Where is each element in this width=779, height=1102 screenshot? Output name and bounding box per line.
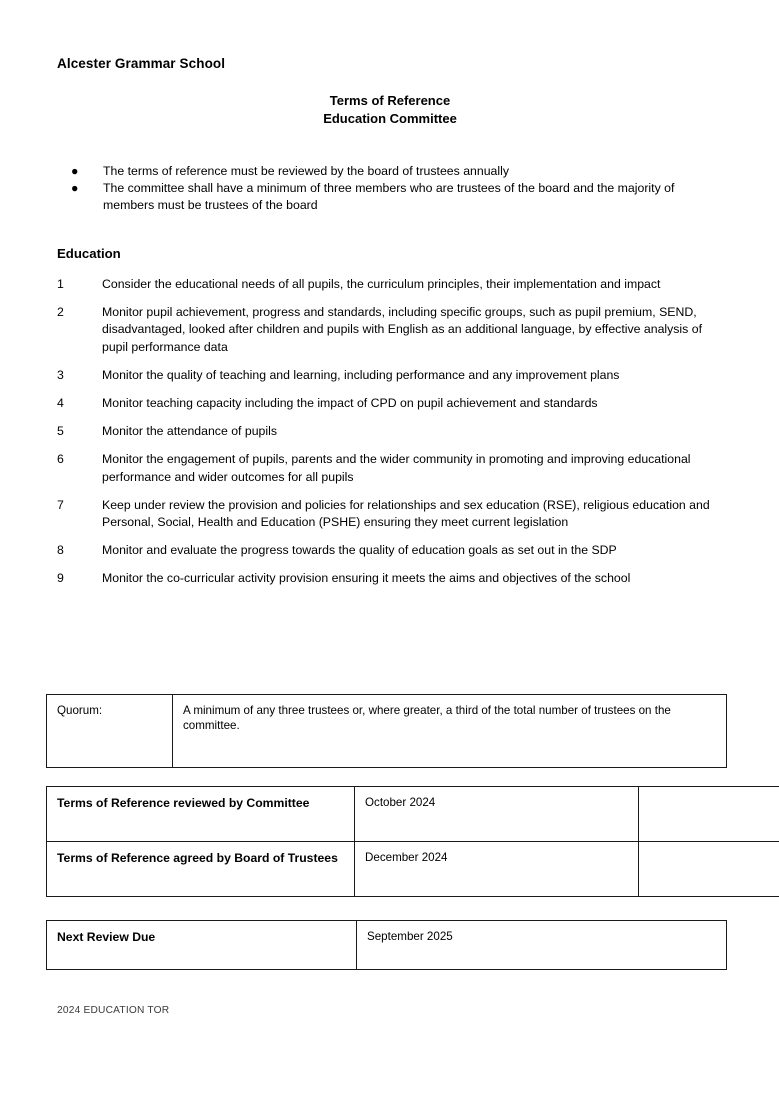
review-row-label: Terms of Reference agreed by Board of Trustees — [47, 842, 355, 897]
table-row — [47, 695, 727, 768]
list-item-text: Monitor pupil achievement, progress and standards, including specific groups, such as pupil premium, SEND, disadvantaged, looked after children and pupils with English as an additional language, by effective analysis of pupil performance data — [102, 305, 702, 354]
intro-bullet-list — [57, 163, 727, 213]
review-row-label: Terms of Reference reviewed by Committee — [47, 787, 355, 842]
list-item — [57, 163, 727, 180]
list-item — [57, 395, 729, 412]
list-item — [57, 423, 729, 440]
list-item-text: Monitor the co-curricular activity provision ensuring it meets the aims and objectives of the school — [102, 571, 631, 586]
list-item-number: 9 — [57, 571, 64, 586]
list-item-number: 8 — [57, 543, 64, 558]
next-review-value: September 2025 — [357, 921, 727, 970]
list-item — [57, 180, 727, 214]
list-item — [57, 570, 729, 587]
list-item-text: Monitor the attendance of pupils — [102, 424, 278, 439]
list-item — [57, 304, 729, 356]
list-item-number: 2 — [57, 305, 64, 320]
review-row-extra — [639, 842, 779, 897]
review-row-date: December 2024 — [355, 842, 639, 897]
list-item-number: 4 — [57, 396, 64, 411]
list-item-number: 7 — [57, 497, 64, 512]
list-item-text: Monitor the engagement of pupils, parents and the wider community in promoting and improving educational performance and wider outcomes for all pupils — [102, 452, 691, 484]
list-item — [57, 542, 729, 559]
list-item — [57, 497, 729, 531]
list-item-text: Monitor and evaluate the progress towards the quality of education goals as set out in the SDP — [102, 543, 617, 558]
next-review-label: Next Review Due — [47, 921, 357, 970]
document-footer: 2024 EDUCATION TOR — [57, 1005, 170, 1016]
quorum-label-cell: Quorum: — [47, 695, 173, 768]
list-item — [57, 367, 729, 384]
section-heading-education: Education — [57, 246, 121, 261]
list-item-number: 1 — [57, 277, 64, 291]
education-numbered-list — [57, 276, 729, 599]
quorum-table — [46, 694, 727, 768]
school-name: Alcester Grammar School — [57, 56, 226, 71]
page-title — [234, 92, 546, 128]
list-item-text: The committee shall have a minimum of three members who are trustees of the board and the majority of members must be trustees of the board — [103, 180, 675, 212]
table-row — [47, 787, 779, 842]
review-row-date: October 2024 — [355, 787, 639, 842]
table-row — [47, 921, 727, 970]
list-item-number: 5 — [57, 424, 64, 439]
list-item-number: 3 — [57, 367, 64, 382]
list-item-text: Monitor the quality of teaching and learning, including performance and any improvement plans — [102, 367, 620, 382]
page-title-line-2: Education Committee — [323, 111, 457, 126]
list-item-text: The terms of reference must be reviewed by the board of trustees annually — [103, 164, 510, 178]
list-item-text: Keep under review the provision and policies for relationships and sex education (RSE), religious education and Personal, Social, Health and Education (PSHE) ensuring they meet current legislation — [102, 497, 710, 530]
quorum-value-cell: A minimum of any three trustees or, where greater, a third of the total number of trustees on the committee. — [173, 695, 727, 768]
review-row-extra — [639, 787, 779, 842]
list-item — [57, 451, 729, 485]
list-item — [57, 276, 729, 293]
table-row — [47, 842, 779, 897]
list-item-text: Monitor teaching capacity including the impact of CPD on pupil achievement and standards — [102, 396, 598, 411]
bullet-icon: ● — [71, 164, 79, 178]
next-review-table — [46, 920, 727, 970]
list-item-number: 6 — [57, 452, 64, 467]
list-item-text: Consider the educational needs of all pupils, the curriculum principles, their implementation and impact — [102, 277, 661, 291]
page-title-line-1: Terms of Reference — [329, 93, 451, 108]
review-history-table — [46, 786, 779, 897]
bullet-icon: ● — [71, 180, 79, 195]
